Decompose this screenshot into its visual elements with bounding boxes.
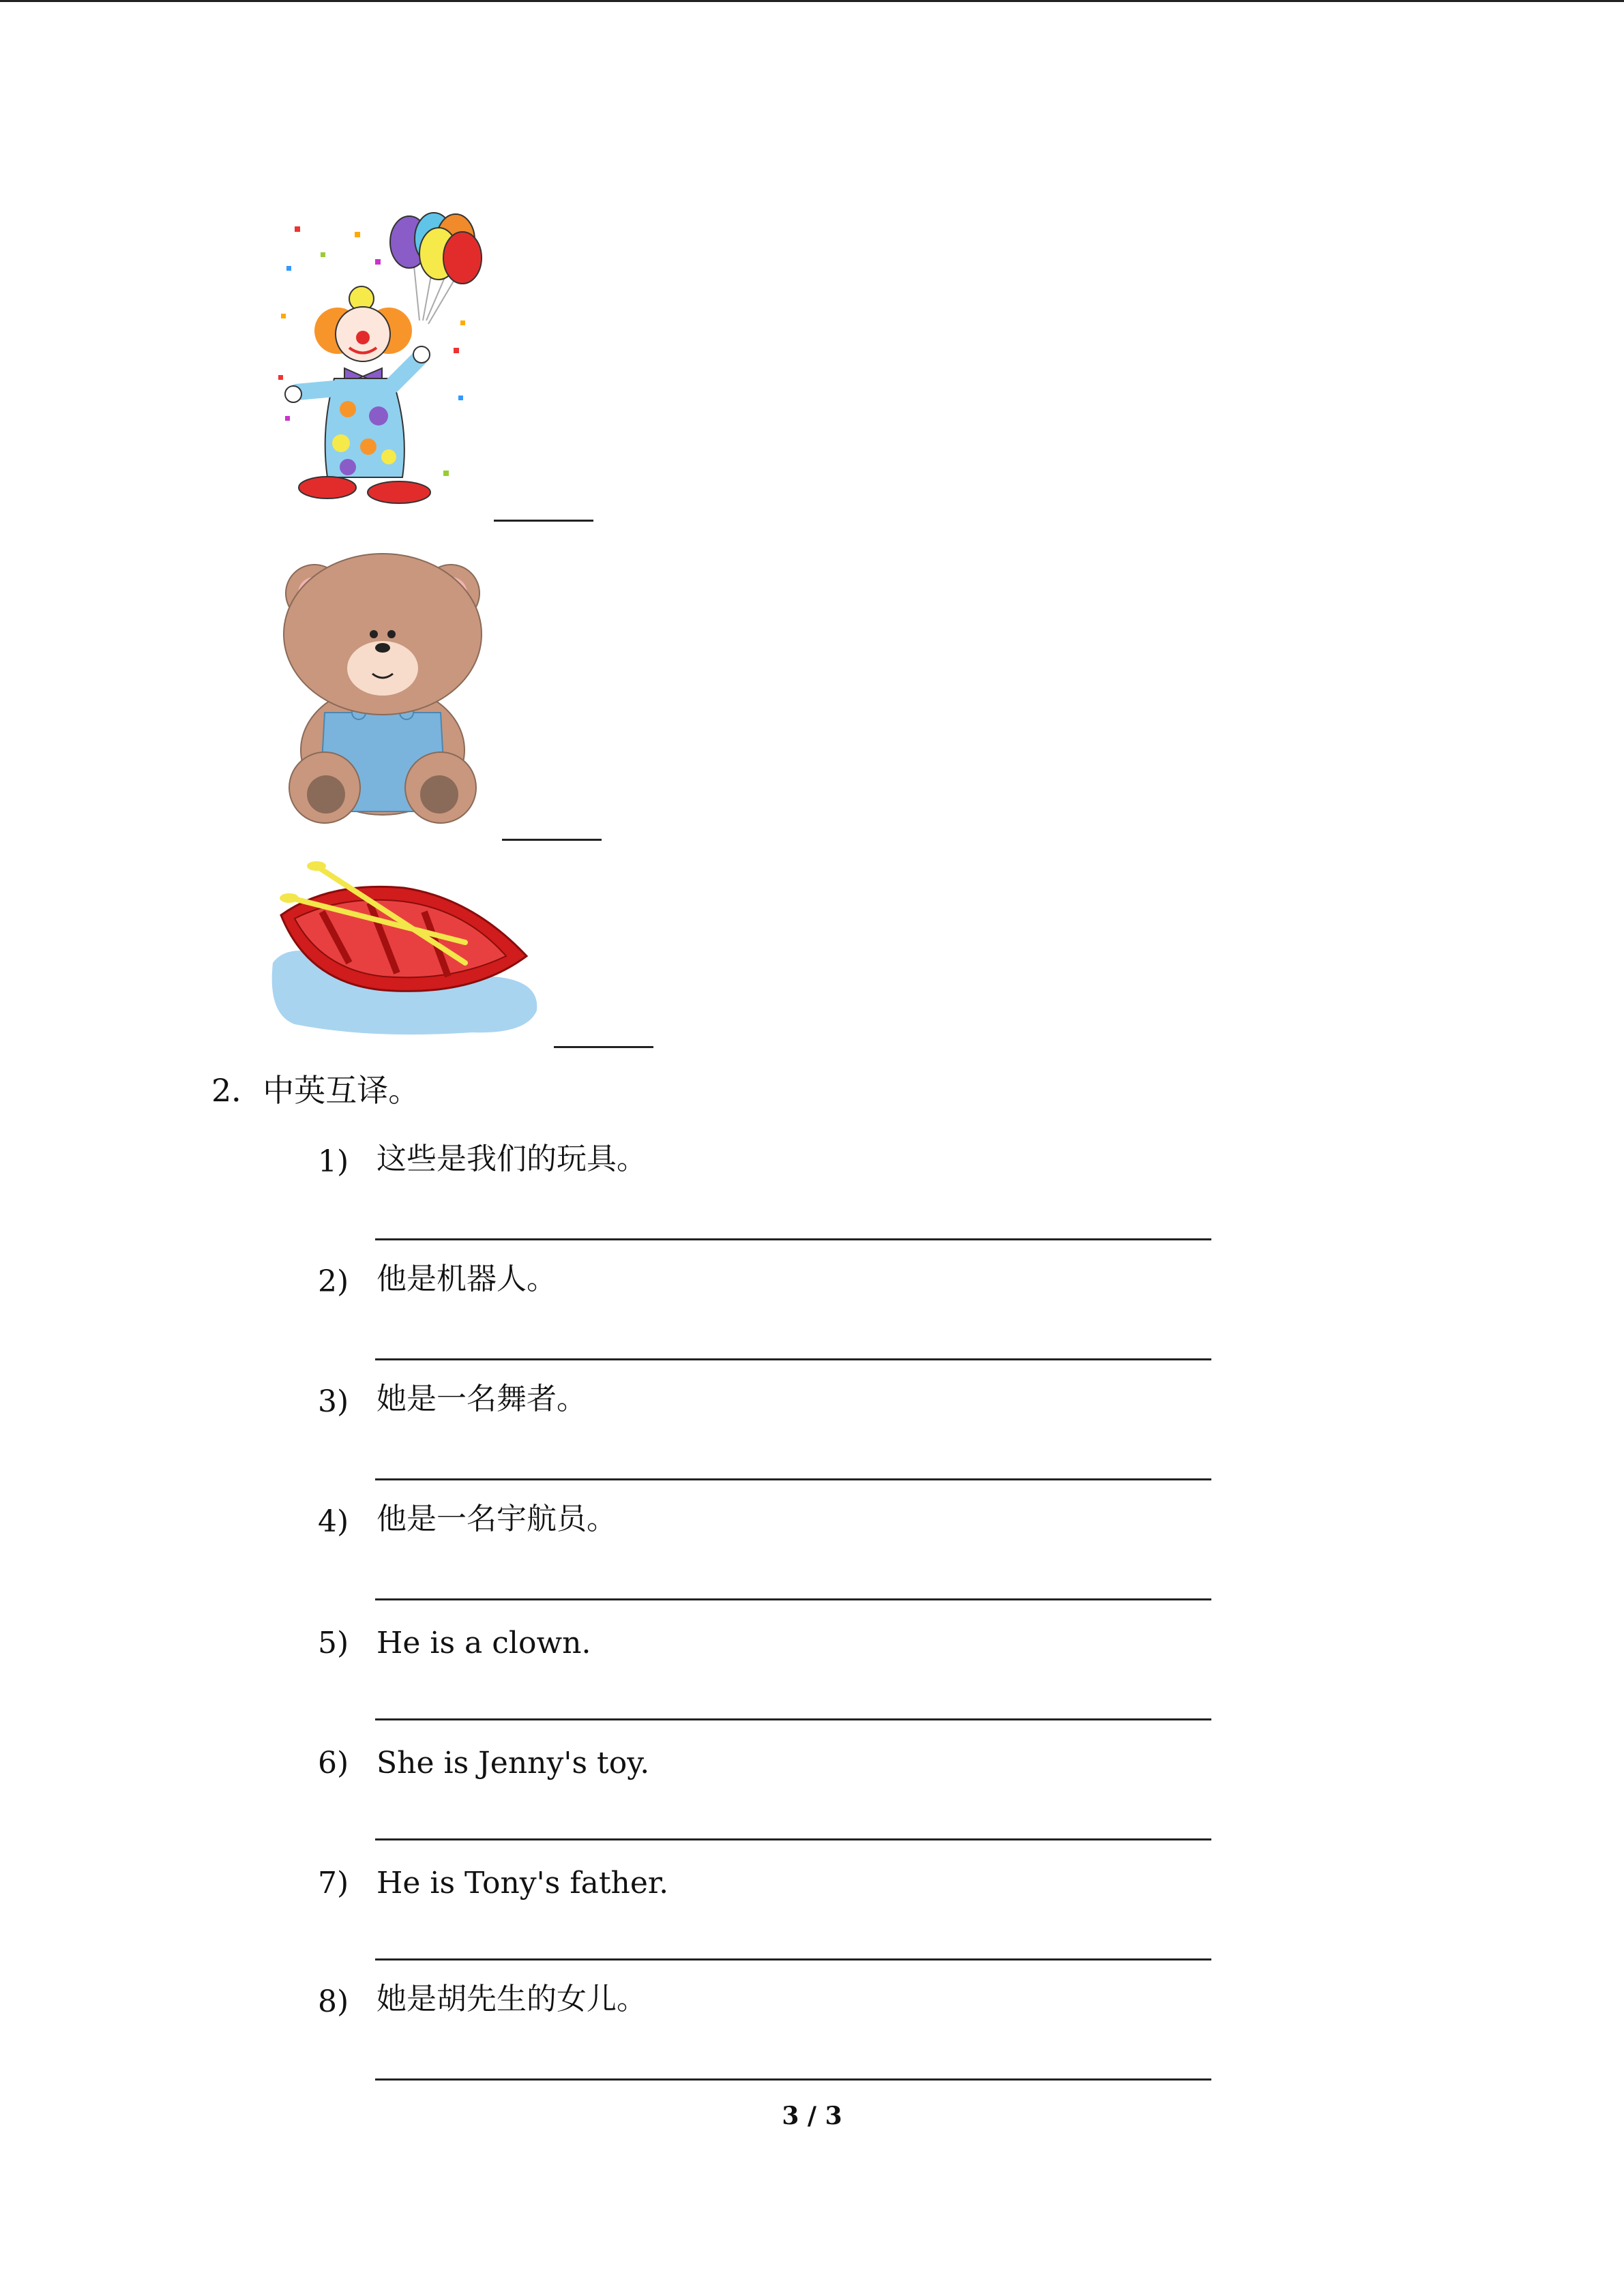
- answer-line[interactable]: [375, 1958, 1211, 1960]
- question-text: He is Tony's father.: [377, 1866, 669, 1900]
- clown-picture: [273, 211, 498, 518]
- section-title: 2．中英互译。: [211, 1072, 420, 1109]
- answer-line[interactable]: [375, 2078, 1211, 2081]
- question-text: He is a clown.: [377, 1626, 591, 1660]
- boat-picture: [267, 861, 547, 1039]
- question-number: 8): [318, 1984, 349, 2019]
- teddy-bear-picture: [277, 546, 488, 832]
- answer-blank-clown[interactable]: [494, 520, 593, 522]
- question-number: 1): [318, 1144, 349, 1179]
- answer-line[interactable]: [375, 1358, 1211, 1360]
- question-text: 他是一名宇航员。: [377, 1502, 617, 1536]
- question-text: She is Jenny's toy.: [377, 1746, 650, 1780]
- question-number: 7): [318, 1866, 349, 1900]
- question-number: 4): [318, 1504, 349, 1539]
- answer-blank-teddy-bear[interactable]: [502, 839, 602, 841]
- question-number: 5): [318, 1626, 349, 1660]
- page-number: 3 / 3: [782, 2102, 842, 2130]
- answer-line[interactable]: [375, 1838, 1211, 1840]
- answer-line[interactable]: [375, 1478, 1211, 1480]
- question-number: 6): [318, 1746, 349, 1780]
- answer-line[interactable]: [375, 1238, 1211, 1240]
- question-text: 她是胡先生的女儿。: [377, 1982, 647, 2016]
- page-top-border: [0, 0, 1624, 2]
- question-text: 他是机器人。: [377, 1262, 557, 1296]
- question-text: 她是一名舞者。: [377, 1382, 587, 1416]
- answer-line[interactable]: [375, 1598, 1211, 1600]
- question-number: 3): [318, 1384, 349, 1419]
- question-text: 这些是我们的玩具。: [377, 1142, 647, 1176]
- question-number: 2): [318, 1264, 349, 1299]
- answer-blank-boat[interactable]: [554, 1046, 653, 1048]
- answer-line[interactable]: [375, 1718, 1211, 1720]
